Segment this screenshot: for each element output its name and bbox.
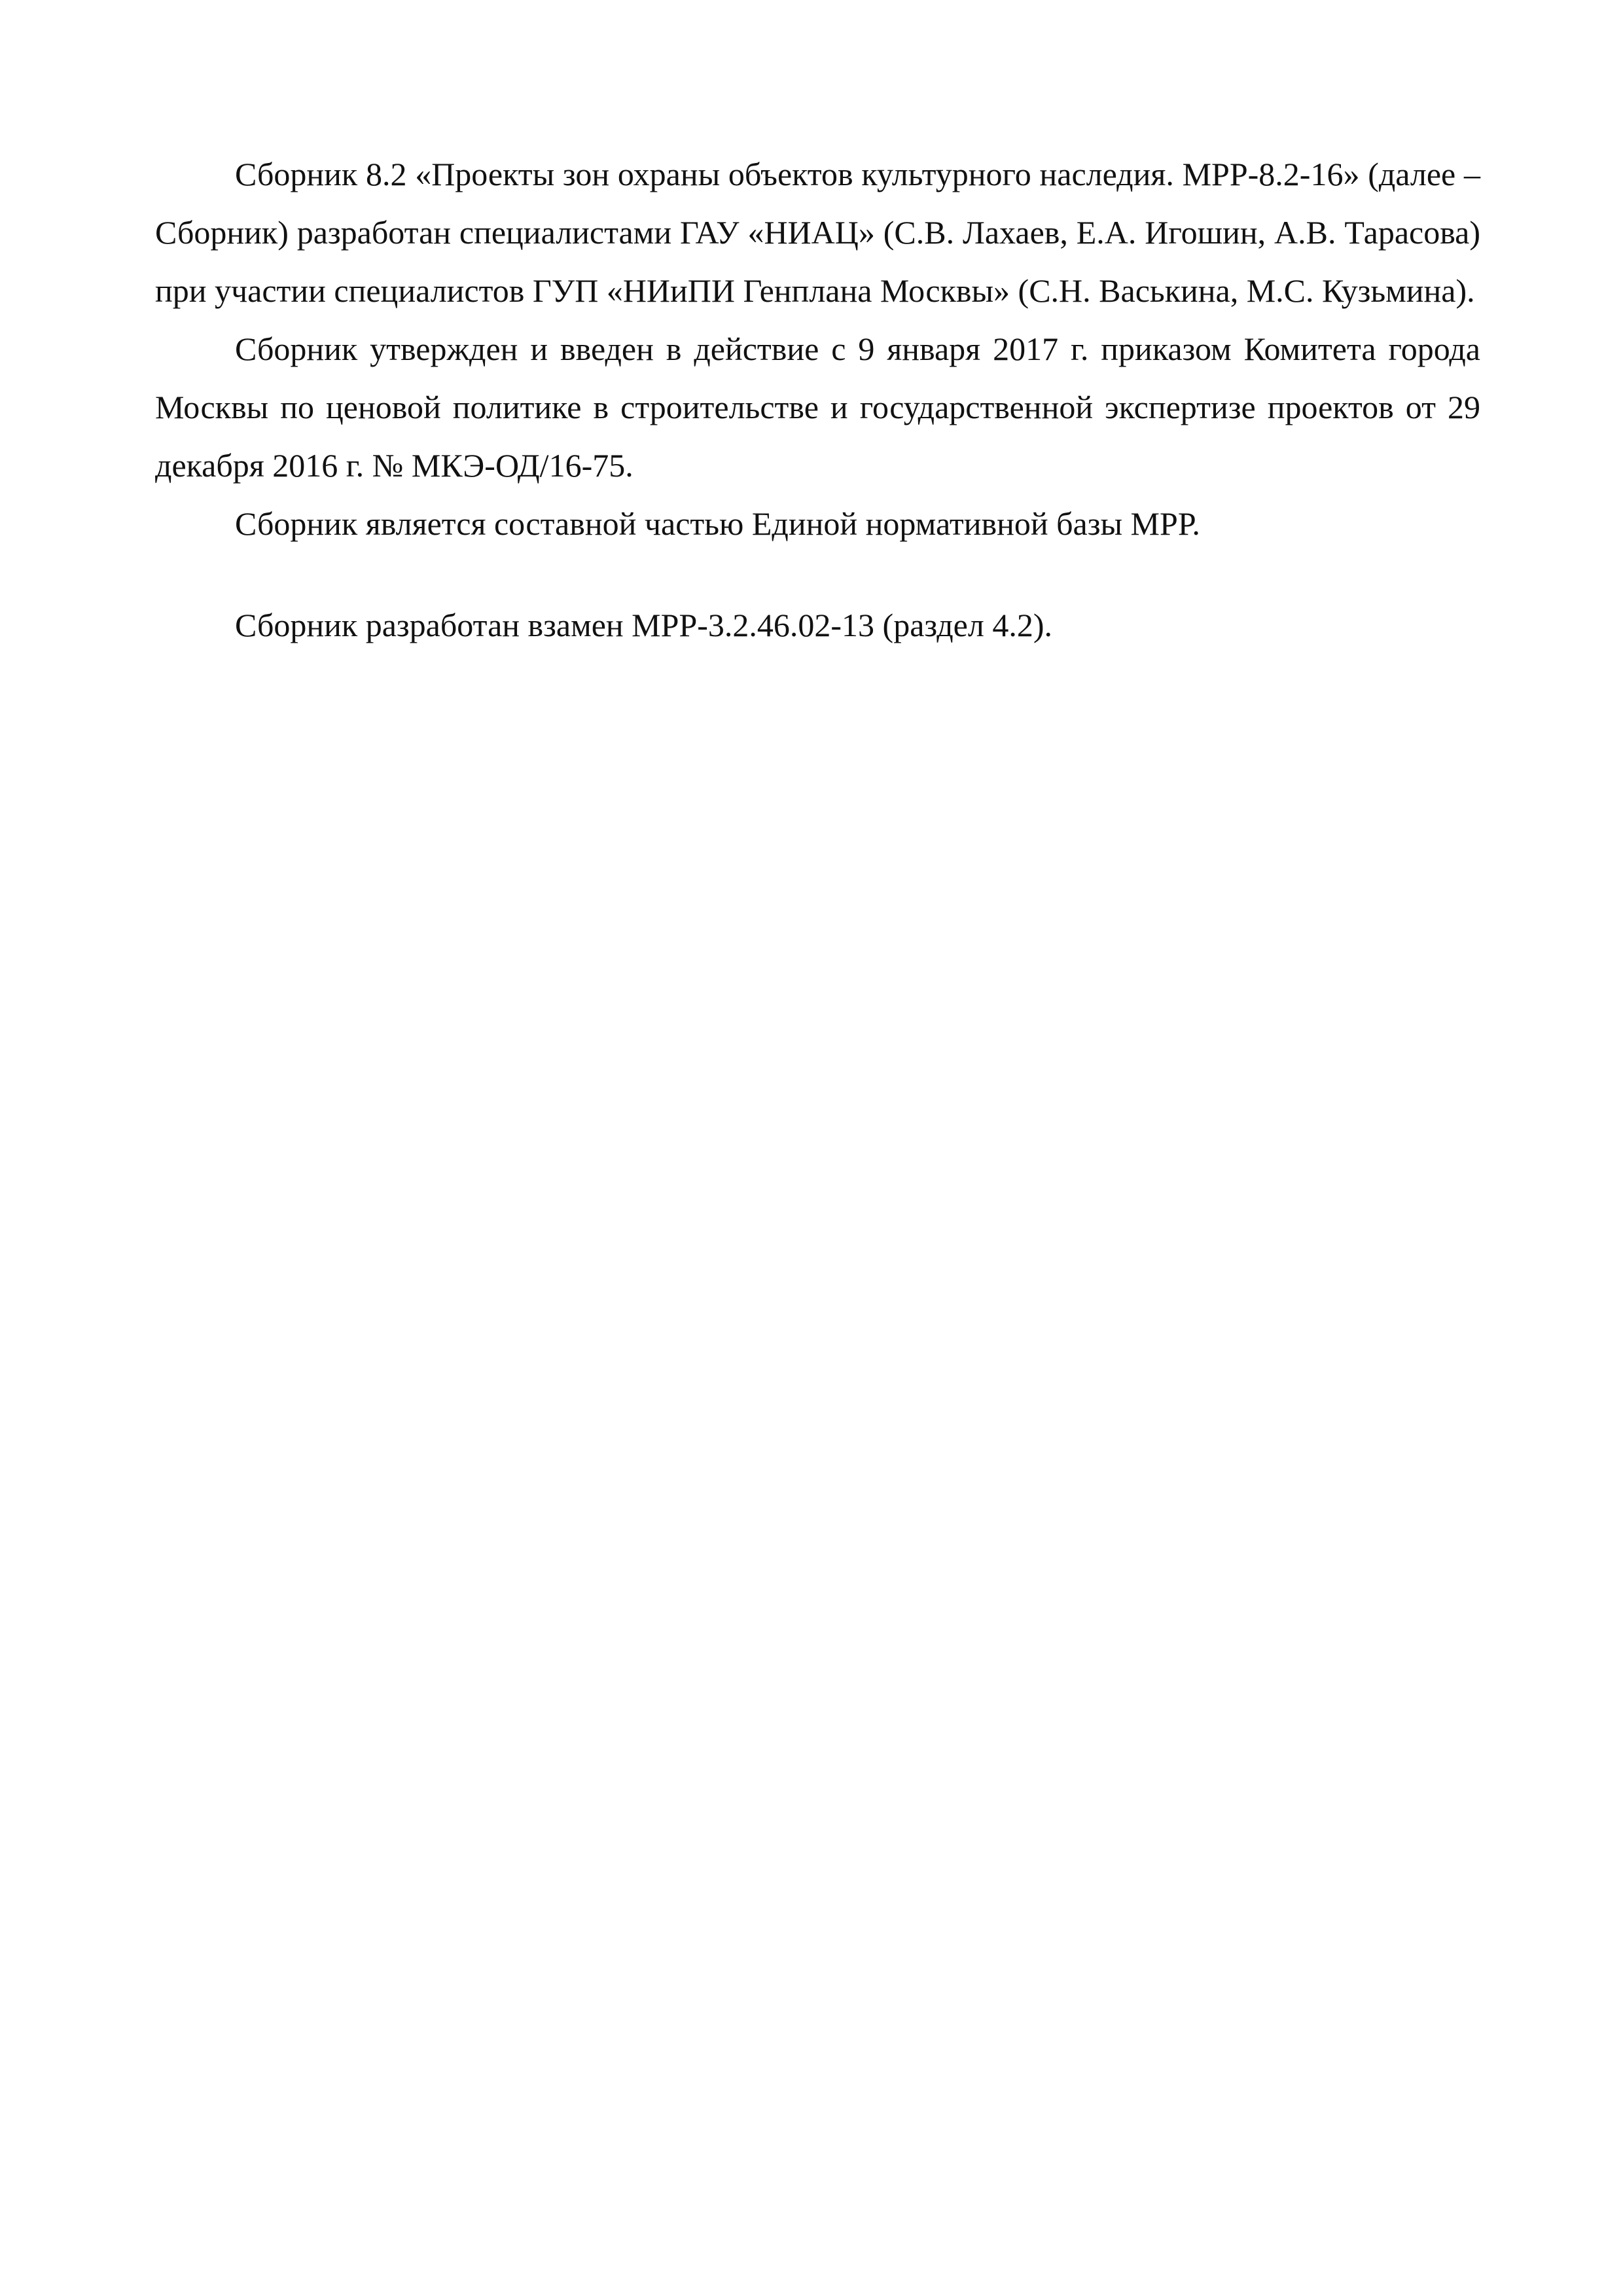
document-body (155, 145, 1480, 655)
paragraph-part-of-base: Сборник является составной частью Единой нормативной базы МРР. (235, 505, 1200, 542)
paragraph-replacement: Сборник разработан взамен МРР-3.2.46.02-13 (раздел 4.2). (235, 607, 1052, 643)
paragraph-approval: Сборник утвержден и введен в действие с 9 января 2017 г. приказом Комитета города Москвы по ценовой политике в строительстве и государственной экспертизе проектов от 29 декабря 2016 г. № МКЭ-ОД/16-75. (155, 331, 1480, 484)
paragraph-authors: Сборник 8.2 «Проекты зон охраны объектов культурного наследия. МРР-8.2-16» (далее – Сборник) разработан специалистами ГАУ «НИАЦ» (С.В. Лахаев, Е.А. Игошин, А.В. Тарасова) при участии специалистов ГУП «НИиПИ Генплана Москвы» (С.Н. Васькина, М.С. Кузьмина). (155, 156, 1480, 309)
